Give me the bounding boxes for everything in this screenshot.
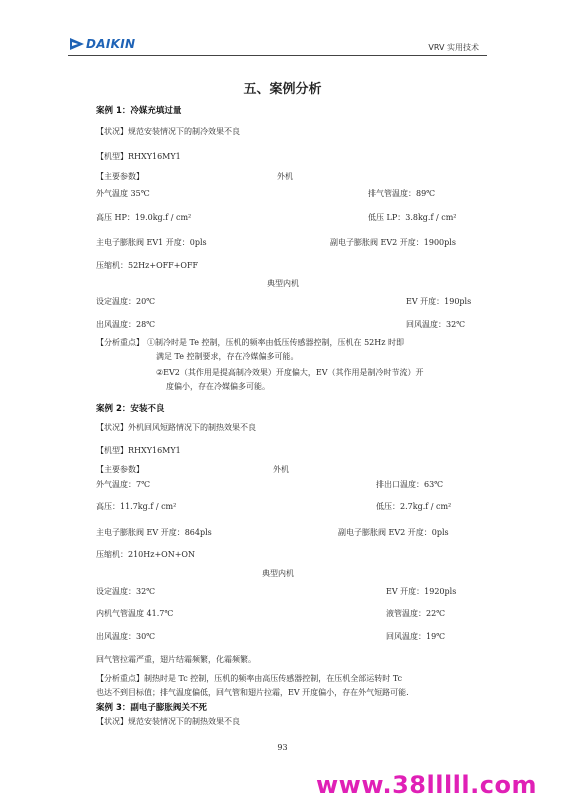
case2-observation: 回气管拉霜严重，翅片结霜频繁，化霜频繁。	[96, 655, 256, 664]
case2-high-pressure: 高压：11.7kg.f / cm²	[96, 502, 177, 511]
case2-ev-open: EV 开度：1920pls	[386, 587, 457, 596]
case1-status: 【状况】规范安装情况下的制冷效果不良	[96, 127, 240, 136]
case2-set-temp: 设定温度：32℃	[96, 587, 156, 596]
watermark-text: www.38lllll.com	[316, 771, 537, 799]
case1-high-pressure: 高压 HP：19.0kg.f / cm²	[96, 213, 192, 222]
case1-set-temp: 设定温度：20℃	[96, 297, 156, 306]
case1-ev-open: EV 开度：190pls	[406, 297, 472, 306]
case1-indoor-label: 典型内机	[267, 279, 299, 288]
daikin-logo	[70, 37, 135, 51]
header-right-text: VRV 实用技术	[428, 43, 479, 52]
case2-heading: 案例 2：安装不良	[96, 404, 165, 414]
case1-main-ev: 主电子膨胀阀 EV1 开度：0pls	[96, 238, 207, 247]
page-number: 93	[277, 743, 288, 752]
case2-sub-ev: 副电子膨胀阀 EV2 开度：0pls	[338, 528, 449, 537]
case2-discharge-temp: 排出口温度：63℃	[376, 480, 444, 489]
case2-indoor-label: 典型内机	[262, 569, 294, 578]
case1-params-label: 【主要参数】	[96, 172, 144, 181]
case1-analysis-2b: 度偏小，存在冷媒偏多可能。	[166, 382, 270, 391]
page-title: 五、案例分析	[243, 82, 322, 97]
case2-analysis-a: 【分析重点】制热时是 Tc 控制，压机的频率由高压传感器控制，在压机全部运转时 Tc	[96, 674, 403, 683]
case2-low-pressure: 低压：2.7kg.f / cm²	[376, 502, 452, 511]
case1-return-temp: 回风温度：32℃	[406, 320, 466, 329]
logo-text: DAIKIN	[86, 37, 136, 51]
case2-params-label: 【主要参数】	[96, 465, 144, 474]
case2-gas-temp: 内机气管温度 41.7℃	[96, 609, 174, 618]
case1-discharge-temp: 排气管温度：89℃	[368, 189, 436, 198]
case2-outside-temp: 外气温度：7℃	[96, 480, 151, 489]
case2-model: 【机型】RHXY16MY1	[96, 446, 181, 455]
case1-compressor: 压缩机：52Hz+OFF+OFF	[96, 261, 199, 270]
case1-analysis-1b: 满足 Te 控制要求，存在冷媒偏多可能。	[156, 352, 299, 361]
case2-main-ev: 主电子膨胀阀 EV 开度：864pls	[96, 528, 212, 537]
case1-analysis-1a: ①制冷时是 Te 控制，压机的频率由低压传感器控制，压机在 52Hz 时即	[147, 338, 404, 347]
case2-return-temp: 回风温度：19℃	[386, 632, 446, 641]
case1-analysis-label: 【分析重点】	[96, 338, 144, 347]
case3-heading: 案例 3：副电子膨胀阀关不死	[96, 703, 207, 713]
header-rule	[68, 55, 487, 56]
case1-sub-ev: 副电子膨胀阀 EV2 开度：1900pls	[330, 238, 456, 247]
case2-status: 【状况】外机回风短路情况下的制热效果不良	[96, 423, 256, 432]
case1-low-pressure: 低压 LP：3.8kg.f / cm²	[368, 213, 457, 222]
case1-outdoor-label: 外机	[277, 172, 293, 181]
case2-outlet-temp: 出风温度：30℃	[96, 632, 156, 641]
case1-model: 【机型】RHXY16MY1	[96, 152, 181, 161]
case2-outdoor-label: 外机	[273, 465, 289, 474]
case1-outlet-temp: 出风温度：28℃	[96, 320, 156, 329]
case2-liquid-temp: 液管温度：22℃	[386, 609, 446, 618]
daikin-triangle-icon	[70, 38, 84, 50]
case1-heading: 案例 1：冷媒充填过量	[96, 106, 182, 116]
case1-outside-temp: 外气温度 35℃	[96, 189, 150, 198]
case3-status: 【状况】规范安装情况下的制热效果不良	[96, 717, 240, 726]
case1-analysis-2a: ②EV2（其作用是提高制冷效果）开度偏大，EV（其作用是制冷时节流）开	[156, 368, 424, 377]
case2-analysis-b: 也达不到目标值；排气温度偏低，回气管和翅片拉霜，EV 开度偏小，存在外气短路可能.	[96, 688, 409, 697]
case2-compressor: 压缩机：210Hz+ON+ON	[96, 550, 195, 559]
